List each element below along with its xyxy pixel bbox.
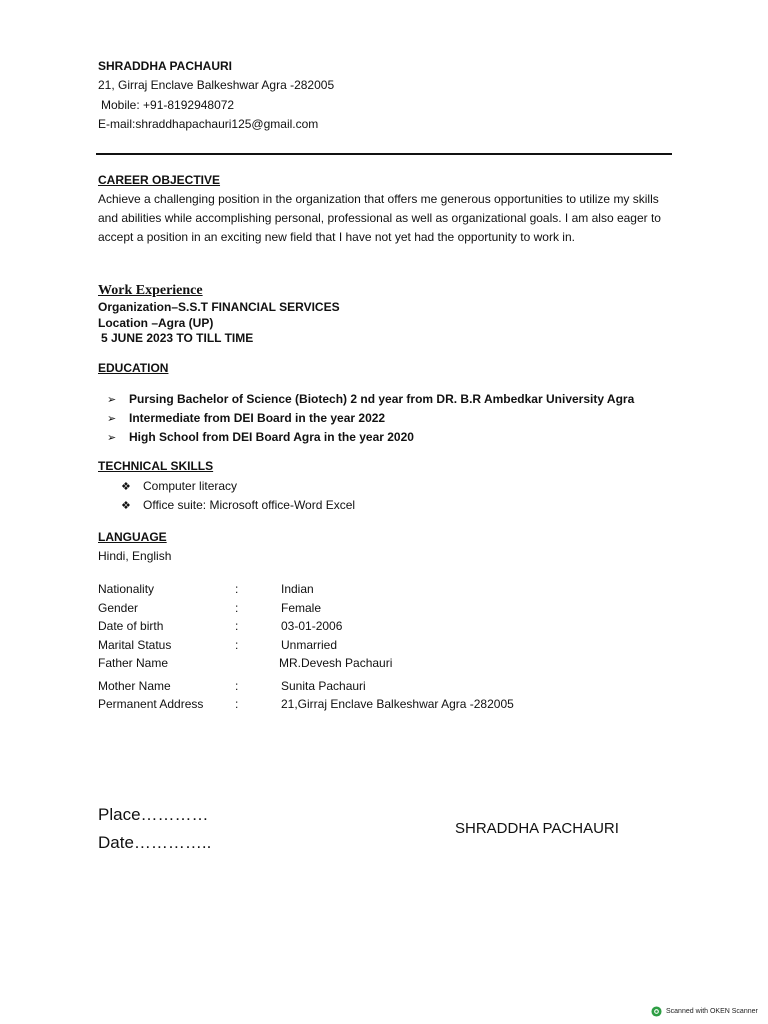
diamond-bullet-icon: ❖ bbox=[121, 500, 131, 512]
scanner-text: Scanned with OKEN Scanner bbox=[666, 1008, 758, 1015]
applicant-name: SHRADDHA PACHAURI bbox=[98, 59, 232, 73]
email-line: E-mail:shraddhapachauri125@gmail.com bbox=[98, 117, 319, 131]
scanner-watermark bbox=[651, 1006, 758, 1017]
language-heading: LANGUAGE bbox=[98, 530, 167, 544]
address-line: 21, Girraj Enclave Balkeshwar Agra -282005 bbox=[98, 78, 335, 92]
scanner-logo-icon bbox=[651, 1006, 662, 1017]
skill-item: ❖ Office suite: Microsoft office-Word Excel bbox=[121, 496, 355, 515]
place-line: Place………… bbox=[98, 805, 209, 824]
arrow-bullet-icon: ➢ bbox=[107, 394, 117, 406]
date-line: Date………….. bbox=[98, 833, 212, 852]
skills-list bbox=[121, 477, 355, 515]
signature-name: SHRADDHA PACHAURI bbox=[455, 820, 619, 837]
work-experience-heading: Work Experience bbox=[98, 283, 203, 298]
career-objective-heading: CAREER OBJECTIVE bbox=[98, 173, 221, 187]
education-item: ➢ High School from DEI Board Agra in the year 2020 bbox=[107, 428, 634, 447]
education-item: ➢ Intermediate from DEI Board in the year 2022 bbox=[107, 409, 634, 428]
mobile-line: Mobile: +91-8192948072 bbox=[101, 98, 235, 112]
resume-page: SHRADDHA PACHAURI 21, Girraj Enclave Balkeshwar Agra -282005 Mobile: +91-8192948072 E-mail:shraddhapachauri125@gmail.com CAREER OBJECTIVE Achieve a challenging position in the organization that offers me generous opportunities to utilize my skills and abilities while accomplishing personal, professional as well as organizational goals. I am also eager to accept a position in an exciting new field that I have not yet had the opportunity to work in. Work Experience Organization–S.S.T FINANCIAL SERVICES Location –Agra (UP) 5 JUNE 2023 TO TILL TIME EDUCATION ➢ Pursing Bachelor of Science (Biotech) 2 nd year from DR. B.R Ambedkar University Agra ➢ Intermediate from DEI Board in the year 2022 ➢ High School from DEI Board Agra in the year 2020 TECHNICAL SKILLS ❖ Computer literacy ❖ Office suite: Microsoft office-Word Excel LANGUAGE Hindi, English Nationality : Indian Gender : Female Date of birth : 03-01-2006 Marital Status : Unmarried Father Name MR.Devesh Pachauri Mother Name : Sunita Pachauri Permanent Address : 21,Girraj Enclave Balkeshwar Agra -282005 Place………… Date………….. SHRADDHA PACHAURI Scanned with OKEN Scanner bbox=[98, 59, 758, 1015]
technical-skills-heading: TECHNICAL SKILLS bbox=[98, 459, 214, 473]
education-list bbox=[107, 390, 634, 447]
diamond-bullet-icon: ❖ bbox=[121, 481, 131, 493]
skill-item: ❖ Computer literacy bbox=[121, 477, 355, 496]
arrow-bullet-icon: ➢ bbox=[107, 413, 117, 425]
arrow-bullet-icon: ➢ bbox=[107, 432, 117, 444]
career-objective-text: Achieve a challenging position in the organization that offers me generous opportunities to utilize my skills and abilities while accomplishing personal, professional as well as organizational goals. I am also eager to accept a position in an exciting new field that I have not yet had the opportunity to work in. bbox=[98, 192, 661, 244]
work-organization: Organization–S.S.T FINANCIAL SERVICES bbox=[98, 300, 340, 314]
education-item: ➢ Pursing Bachelor of Science (Biotech) 2 nd year from DR. B.R Ambedkar University Agra bbox=[107, 390, 634, 409]
education-heading: EDUCATION bbox=[98, 361, 169, 375]
work-location: Location –Agra (UP) bbox=[98, 316, 214, 330]
language-value: Hindi, English bbox=[98, 549, 172, 563]
work-duration: 5 JUNE 2023 TO TILL TIME bbox=[101, 331, 254, 345]
header-divider bbox=[96, 153, 672, 155]
